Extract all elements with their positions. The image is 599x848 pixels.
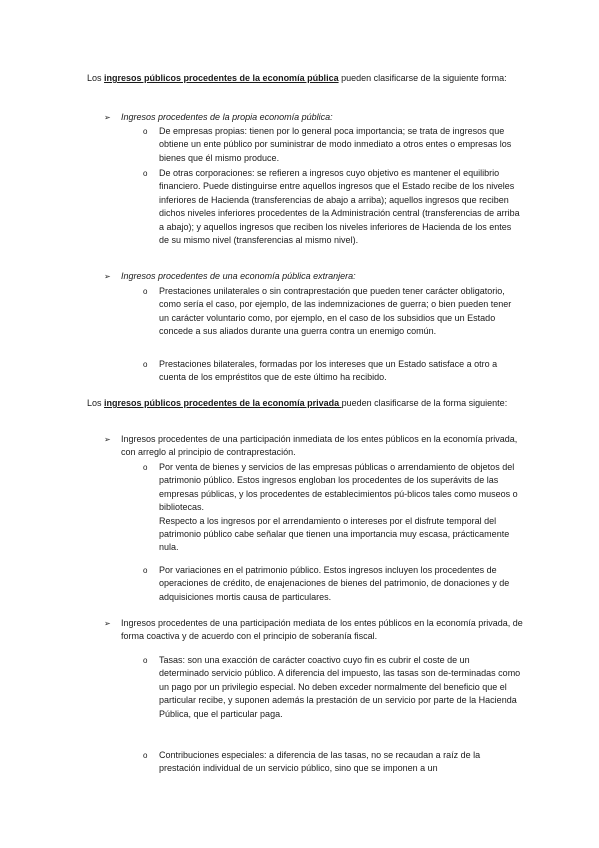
circle-bullet-icon: o xyxy=(143,127,148,136)
list-item-level2 xyxy=(143,461,521,555)
list-item-level2 xyxy=(143,285,521,339)
list-item-text: De empresas propias: tienen por lo general poca importancia; se trata de ingresos que obtiene un ente público por suministrar de modo inmediato a otros entes o empresas los bienes que él mismo produce. xyxy=(159,126,512,163)
intro-text: Los xyxy=(87,73,105,83)
intro-text: pueden clasificarse de la siguiente forma: xyxy=(338,73,507,83)
list-item-level2 xyxy=(143,564,521,604)
arrow-bullet-icon: ➢ xyxy=(104,435,111,444)
section-heading: Ingresos procedentes de una economía pública extranjera: xyxy=(121,271,356,281)
list-item-text: Prestaciones bilaterales, formadas por los intereses que un Estado satisface a otro a cuenta de los empréstitos que de este último ha recibido. xyxy=(159,359,498,383)
circle-bullet-icon: o xyxy=(143,169,148,178)
arrow-bullet-icon: ➢ xyxy=(104,113,111,122)
section-heading: Ingresos procedentes de una participación inmediata de los entes públicos en la economía privada, con arreglo al principio de contraprestación. xyxy=(121,434,518,458)
list-item-text: Por venta de bienes y servicios de las empresas públicas o arrendamiento de objetos del patrimonio público. Estos ingresos engloban los procedentes de los superávits de las empresas públicas, y los procedentes de establecimientos pú-blicos tales como museos o bibliotecas. xyxy=(159,462,518,513)
circle-bullet-icon: o xyxy=(143,360,148,369)
intro-paragraph-private xyxy=(87,397,517,410)
list-item-continuation: Respecto a los ingresos por el arrendamiento o intereses por el disfrute temporal del patrimonio público cabe señalar que tienen una importancia muy escasa, prácticamente nula. xyxy=(159,515,510,553)
circle-bullet-icon: o xyxy=(143,751,148,760)
arrow-bullet-icon: ➢ xyxy=(104,619,111,628)
intro-paragraph-public xyxy=(87,72,517,85)
underlined-term: ingresos públicos procedentes de la economía pública xyxy=(104,73,339,83)
list-item-level1 xyxy=(104,111,524,124)
circle-bullet-icon: o xyxy=(143,287,148,296)
list-item-level2 xyxy=(143,749,521,776)
circle-bullet-icon: o xyxy=(143,463,148,472)
list-item-level1 xyxy=(104,270,524,283)
list-item-text: Contribuciones especiales: a diferencia de las tasas, no se recaudan a raíz de la prestación individual de un servicio público, sino que se imponen a un xyxy=(159,750,481,774)
list-item-text: Por variaciones en el patrimonio público. Estos ingresos incluyen los procedentes de operaciones de crédito, de enajenaciones de bienes del patrimonio, de donaciones y de adquisiciones mortis causa de particulares. xyxy=(159,565,510,602)
intro-text: Los xyxy=(87,398,105,408)
arrow-bullet-icon: ➢ xyxy=(104,272,111,281)
list-item-level2 xyxy=(143,654,521,721)
list-item-level2 xyxy=(143,358,521,385)
list-item-level2 xyxy=(143,167,521,247)
section-heading: Ingresos procedentes de una participación mediata de los entes públicos en la economía privada, de forma coactiva y de acuerdo con el principio de soberanía fiscal. xyxy=(121,618,523,642)
list-item-text: Tasas: son una exacción de carácter coactivo cuyo fin es cubrir el coste de un determinado servicio público. A diferencia del impuesto, las tasas son de-terminadas como un pago por un privilegio especial. No deben exceder normalmente del beneficio que el particular recibe, y suponen además la prestación de un servicio por parte de la Hacienda Pública, que el particular paga. xyxy=(159,655,521,719)
list-item-level1 xyxy=(104,617,524,644)
intro-text: pueden clasificarse de la forma siguiente: xyxy=(341,398,508,408)
list-item-level2 xyxy=(143,125,521,165)
underlined-term: ingresos públicos procedentes de la economía privada xyxy=(104,398,342,408)
circle-bullet-icon: o xyxy=(143,566,148,575)
list-item-text: De otras corporaciones: se refieren a ingresos cuyo objetivo es mantener el equilibrio financiero. Puede distinguirse entre aquellos ingresos que el Estado recibe de los niveles inferiores de Hacienda (transferencias de abajo a arriba); aquellos ingresos que reciben dichos niveles inferiores procedentes de la Administración central (transferencias de arriba a abajo); y aquellos ingresos que reciben los niveles inferiores de Hacienda de los entes de su mismo nivel (transferencias al mismo nivel). xyxy=(159,168,520,246)
list-item-text: Prestaciones unilaterales o sin contraprestación que pueden tener carácter obligatorio, como sería el caso, por ejemplo, de las indemnizaciones de guerra; o bien pueden tener un carácter voluntario como, por ejemplo, en el caso de los subsidios que un Estado concede a sus aliados durante una guerra contra un enemigo común. xyxy=(159,286,512,337)
section-heading: Ingresos procedentes de la propia economía pública: xyxy=(121,112,333,122)
circle-bullet-icon: o xyxy=(143,656,148,665)
list-item-level1 xyxy=(104,433,524,460)
